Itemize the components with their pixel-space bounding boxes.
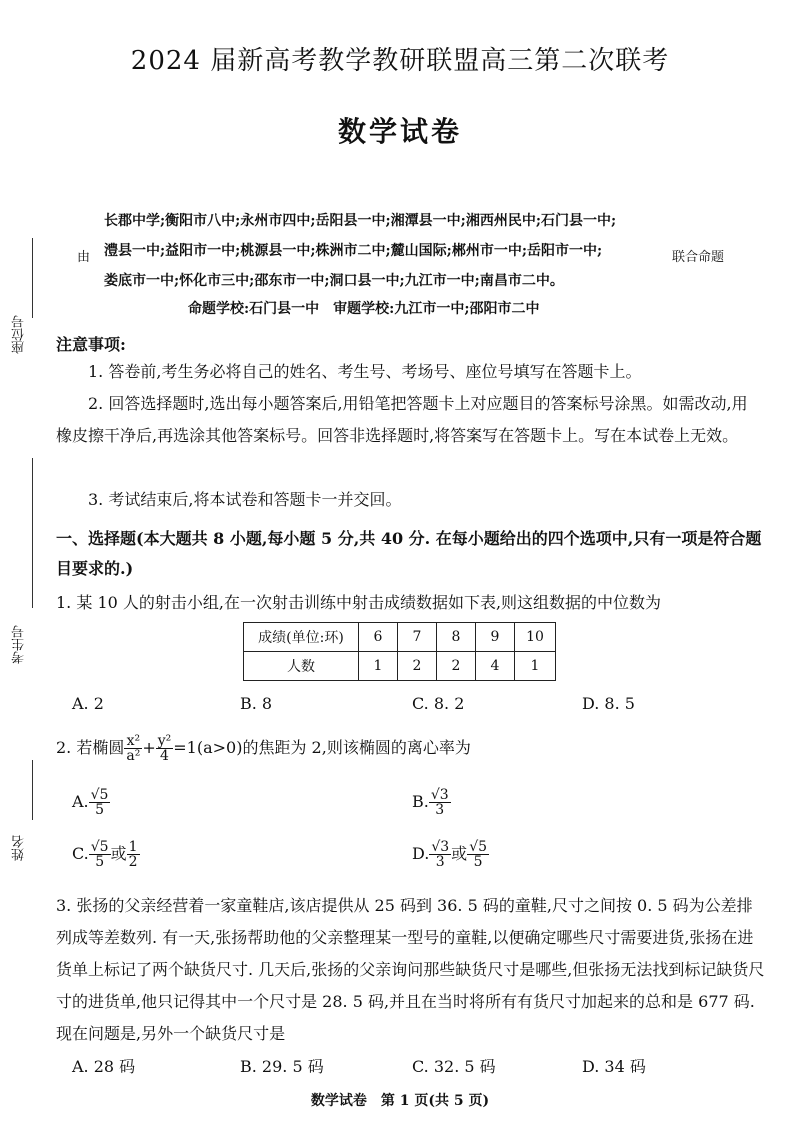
table-row (244, 652, 556, 681)
page-footer: 数学试卷 第 1 页(共 5 页) (310, 1093, 490, 1109)
q2-c-num-2: 1 (128, 839, 138, 855)
q1-option-b: B. 8 (240, 694, 273, 713)
q3-option-a: A. 28 码 (72, 1057, 136, 1076)
schools-line-1: 长郡中学;衡阳市八中;永州市四中;岳阳县一中;湘潭县一中;湘西州民中;石门县一中; (104, 213, 617, 229)
q2-c-den-2: 2 (128, 854, 138, 870)
propose-line: 命题学校:石门县一中 审题学校:九江市一中;邵阳市二中 (188, 301, 540, 317)
table-cell: 6 (359, 623, 398, 652)
brace-left-label: 由 (77, 250, 91, 265)
table-cell: 1 (515, 652, 556, 681)
q2-x2: x² (124, 734, 142, 749)
q3-option-d: D. 34 码 (582, 1057, 646, 1076)
q2-frac-y (156, 734, 174, 763)
q2-b-frac (429, 788, 451, 817)
q2-d-label: D. (412, 844, 430, 863)
q2-option-a (72, 788, 110, 817)
q2-a2: a² (126, 748, 141, 764)
q2-d-den-1: 3 (435, 854, 445, 870)
q2-frac-x (124, 734, 142, 763)
question-2-stem: 2. 若椭圆 $\frac{\text{x²}}{\text{a²}}$ + $\frac{\text{y²}}{4}$ =1(a>0)的焦距为 2,则该椭圆的离心率为 (56, 733, 471, 764)
notice-item-1: 1. 答卷前,考生务必将自己的姓名、考生号、考场号、座位号填写在答题卡上。 (88, 362, 642, 381)
schools-line-3: 娄底市一中;怀化市三中;邵东市一中;洞口县一中;九江市一中;南昌市二中。 (104, 273, 564, 289)
table-cell: 10 (515, 623, 556, 652)
table-cell: 9 (476, 623, 515, 652)
q2-d-or: 或 (451, 844, 468, 863)
q1-option-a: A. 2 (72, 694, 104, 713)
q2-c-frac-2 (127, 840, 140, 869)
name-field-label: 姓名 (12, 835, 27, 861)
table-row (244, 623, 556, 652)
question-1-stem: 1. 某 10 人的射击小组,在一次射击训练中射击成绩数据如下表,则这组数据的中位数为 (56, 593, 662, 612)
name-line (32, 760, 33, 820)
table-row-label: 人数 (244, 652, 359, 681)
subject-title: 数学试卷 (337, 115, 462, 148)
seat-field-label: 座位号 (12, 315, 27, 355)
table-cell: 4 (476, 652, 515, 681)
question-3-stem: 3. 张扬的父亲经营着一家童鞋店,该店提供从 25 码到 36. 5 码的童鞋,尺寸之间按 0. 5 码为公差排列成等差数列. 有一天,张扬帮助他的父亲整理某一型号的童鞋,以便确定哪些尺寸需要进货,张扬在进货单上标记了两个缺货尺寸. 几天后,张扬的父亲询问那些缺货尺寸是哪些,但张扬无法找到标记缺货尺寸的进货单,他只记得其中一个尺寸是 28. 5 码,并且在当时将所有有货尺寸加起来的总和是 677 码. 现在问题是,另外一个缺货尺寸是 (56, 896, 765, 1043)
q2-c-num-1: √5 (90, 839, 109, 855)
brace-right-label: 联合命题 (672, 250, 725, 265)
q1-option-d: D. 8. 5 (582, 694, 635, 713)
seat-line (32, 238, 33, 318)
exam-number-line (32, 458, 33, 608)
q2-d-num-1: √3 (431, 839, 450, 855)
q2-a-den: 5 (95, 802, 105, 818)
notice-title: 注意事项: (56, 335, 126, 354)
score-table (243, 622, 556, 681)
q2-b-den: 3 (435, 802, 445, 818)
notice-item-2: 2. 回答选择题时,选出每小题答案后,用铅笔把答题卡上对应题目的答案标号涂黑。如需改动,用橡皮擦干净后,再选涂其他答案标号。回答非选择题时,将答案写在答题卡上。写在本试卷上无效。 (56, 394, 748, 445)
table-row-label: 成绩(单位:环) (244, 623, 359, 652)
q2-c-frac-1 (89, 840, 111, 869)
q1-option-c: C. 8. 2 (412, 694, 465, 713)
table-cell: 2 (437, 652, 476, 681)
exam-title: 2024 届新高考教学教研联盟高三第二次联考 (130, 46, 670, 76)
q2-c-label: C. (72, 844, 89, 863)
q2-a-num: √5 (90, 787, 109, 803)
notice-item-3: 3. 考试结束后,将本试卷和答题卡一并交回。 (88, 490, 402, 509)
q2-a-label: A. (72, 792, 89, 811)
table-cell: 7 (398, 623, 437, 652)
q2-y2: y² (157, 733, 172, 749)
table-cell: 2 (398, 652, 437, 681)
exam-number-field-label: 考生号 (12, 625, 27, 665)
q3-option-c: C. 32. 5 码 (412, 1057, 496, 1076)
q2-c-or: 或 (110, 844, 127, 863)
q2-stem-suffix: =1(a>0)的焦距为 2,则该椭圆的离心率为 (173, 738, 471, 757)
section-1-heading: 一、选择题(本大题共 8 小题,每小题 5 分,共 40 分. 在每小题给出的四个选项中,只有一项是符合题目要求的.) (56, 529, 762, 578)
q2-d-frac-2 (467, 840, 489, 869)
q2-b-label: B. (412, 792, 429, 811)
q2-stem-prefix: 2. 若椭圆 (56, 738, 125, 757)
schools-line-2: 澧县一中;益阳市一中;桃源县一中;株洲市二中;麓山国际;郴州市一中;岳阳市一中; (104, 243, 603, 259)
q2-d-den-2: 5 (473, 854, 483, 870)
q2-option-b (412, 788, 451, 817)
table-cell: 1 (359, 652, 398, 681)
q2-d-num-2: √5 (469, 839, 488, 855)
q3-option-b: B. 29. 5 码 (240, 1057, 324, 1076)
q2-a-frac (89, 788, 111, 817)
q2-c-den-1: 5 (95, 854, 105, 870)
table-cell: 8 (437, 623, 476, 652)
q2-option-c (72, 840, 140, 869)
q2-option-d (412, 840, 489, 869)
q2-d-frac-1 (429, 840, 451, 869)
q2-b-num: √3 (430, 787, 449, 803)
q2-four: 4 (160, 748, 169, 764)
